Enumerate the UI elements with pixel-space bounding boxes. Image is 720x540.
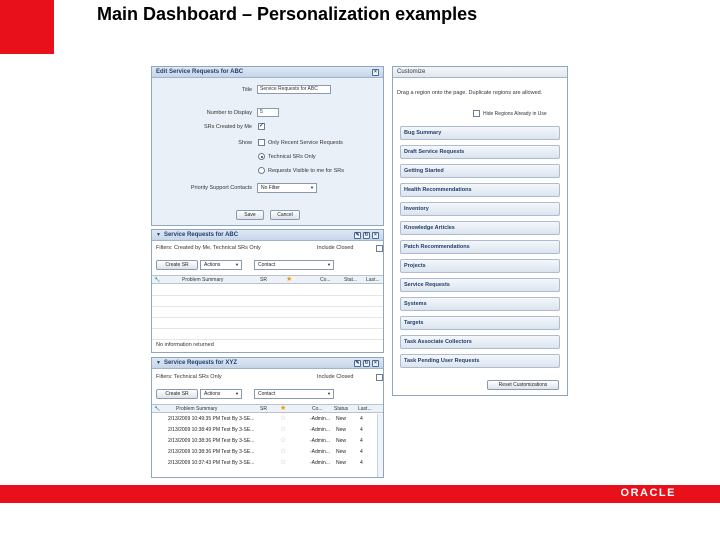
edit-icon[interactable]: ✎ xyxy=(355,231,360,238)
region-item[interactable]: Getting Started xyxy=(400,164,560,178)
col-status[interactable]: Status xyxy=(334,406,349,412)
star-icon: ★ xyxy=(286,276,293,283)
table-row[interactable] xyxy=(152,458,383,469)
tool-icon: 🔧 xyxy=(154,277,161,283)
include-closed-checkbox[interactable] xyxy=(376,374,383,381)
rows-field[interactable]: 5 xyxy=(257,108,279,117)
edit-service-requests-panel xyxy=(151,66,384,226)
row-problem-summary: 2/13/2009 10:49:35 PM Test By 3-SE... xyxy=(168,416,255,422)
cancel-button[interactable]: Cancel xyxy=(270,210,300,220)
star-icon[interactable]: ☆ xyxy=(280,426,287,433)
footer-bar xyxy=(0,485,720,503)
region-item[interactable]: Service Requests xyxy=(400,278,560,292)
col-last[interactable]: Last... xyxy=(358,406,372,412)
created-by-me-checkbox[interactable]: ✓ xyxy=(259,123,265,129)
region-item[interactable]: Inventory xyxy=(400,202,560,216)
region-item[interactable]: Knowledge Articles xyxy=(400,221,560,235)
star-icon[interactable]: ☆ xyxy=(280,415,287,422)
create-sr-button[interactable]: Create SR xyxy=(156,260,198,270)
technical-sr-radio[interactable] xyxy=(258,153,265,160)
star-icon[interactable]: ☆ xyxy=(280,437,287,444)
region-item[interactable]: Health Recommendations xyxy=(400,183,560,197)
region-item[interactable]: Task Associate Collectors xyxy=(400,335,560,349)
visible-sr-label: Requests Visible to me for SRs xyxy=(268,168,345,174)
region-item[interactable]: Systems xyxy=(400,297,560,311)
priority-support-label: Priority Support Contacts xyxy=(190,185,252,191)
collapse-icon[interactable]: ▼ xyxy=(156,232,161,238)
recent-sr-label: Only Recent Service Requests xyxy=(268,140,343,146)
hide-regions-checkbox[interactable] xyxy=(473,110,480,117)
col-problem-summary[interactable]: Problem Summary xyxy=(176,406,218,412)
no-information-message: No information returned xyxy=(156,342,214,348)
title-field-label: Title xyxy=(241,87,252,93)
row-last: 4 xyxy=(360,460,363,466)
sr-xyz-title: Service Requests for XYZ xyxy=(163,360,237,366)
row-status: New xyxy=(336,427,347,433)
row-problem-summary: 2/13/2009 10:37:43 PM Test By 3-SE... xyxy=(168,460,255,466)
actions-menu[interactable]: Actions ▼ xyxy=(200,389,242,399)
star-icon[interactable]: ☆ xyxy=(280,459,287,466)
row-last: 4 xyxy=(360,427,363,433)
include-closed-label: Include Closed xyxy=(317,374,354,380)
col-sr[interactable]: SR xyxy=(260,277,267,283)
col-contact[interactable]: Co... xyxy=(312,406,323,412)
col-contact[interactable]: Co... xyxy=(320,277,331,283)
service-requests-xyz-panel xyxy=(151,357,384,478)
vertical-scrollbar[interactable] xyxy=(377,414,383,477)
edit-icon[interactable]: ✎ xyxy=(355,359,360,366)
rows-field-label: Number to Display xyxy=(206,110,252,116)
row-contact: -Admin... xyxy=(310,460,331,466)
col-last[interactable]: Last... xyxy=(366,277,380,283)
row-last: 4 xyxy=(360,416,363,422)
row-contact: -Admin... xyxy=(310,416,331,422)
sr-abc-filters: Filters: Created by Me, Technical SRs Only xyxy=(156,245,261,251)
sr-abc-empty-grid xyxy=(152,285,383,340)
edit-panel-header xyxy=(152,67,383,78)
slide-title: Main Dashboard – Personalization examples xyxy=(97,4,478,24)
region-item[interactable]: Bug Summary xyxy=(400,126,560,140)
row-problem-summary: 2/13/2009 10:38:36 PM Test By 3-SE... xyxy=(168,438,255,444)
row-contact: -Admin... xyxy=(310,438,331,444)
close-icon[interactable]: × xyxy=(372,69,379,76)
show-label: Show xyxy=(238,140,252,146)
collapse-icon[interactable]: ▼ xyxy=(156,360,161,366)
row-problem-summary: 2/13/2009 10:38:36 PM Test By 3-SE... xyxy=(168,449,255,455)
row-status: New xyxy=(336,416,347,422)
oracle-logo: ORACLE xyxy=(620,487,676,499)
sr-xyz-header xyxy=(152,358,383,369)
sr-abc-title: Service Requests for ABC xyxy=(163,232,239,238)
table-row[interactable] xyxy=(152,436,383,447)
create-sr-button[interactable]: Create SR xyxy=(156,389,198,399)
include-closed-checkbox[interactable] xyxy=(376,245,383,252)
region-item[interactable]: Draft Service Requests xyxy=(400,145,560,159)
row-last: 4 xyxy=(360,449,363,455)
service-requests-abc-panel xyxy=(151,229,384,353)
sr-xyz-column-header xyxy=(152,404,383,413)
save-button[interactable]: Save xyxy=(236,210,264,220)
reset-customizations-button[interactable]: Reset Customizations xyxy=(487,380,559,390)
created-by-me-label: SRs Created by Me xyxy=(204,124,252,130)
hide-regions-label: Hide Regions Already in Use xyxy=(483,111,547,117)
star-icon: ★ xyxy=(280,405,287,412)
col-sr[interactable]: SR xyxy=(260,406,267,412)
customize-header xyxy=(393,67,567,78)
row-contact: -Admin... xyxy=(310,427,331,433)
row-status: New xyxy=(336,438,347,444)
customize-description: Drag a region onto the page. Duplicate regions are allowed. xyxy=(397,90,543,96)
row-status: New xyxy=(336,460,347,466)
refresh-icon[interactable]: ↻ xyxy=(364,359,369,366)
sr-abc-header xyxy=(152,230,383,241)
customize-title: Customize xyxy=(397,69,426,75)
row-contact: -Admin... xyxy=(310,449,331,455)
customize-panel xyxy=(392,66,568,396)
col-status[interactable]: Stat... xyxy=(344,277,358,283)
title-field[interactable]: Service Requests for ABC xyxy=(257,85,331,94)
refresh-icon[interactable]: ↻ xyxy=(364,231,369,238)
table-row[interactable] xyxy=(152,447,383,458)
include-closed-label: Include Closed xyxy=(317,245,354,251)
star-icon[interactable]: ☆ xyxy=(280,448,287,455)
contact-menu[interactable]: Contact ▼ xyxy=(254,389,334,399)
priority-support-select[interactable]: No Filter ▼ xyxy=(257,183,317,193)
sr-xyz-filters: Filters: Technical SRs Only xyxy=(156,374,222,380)
row-last: 4 xyxy=(360,438,363,444)
close-icon[interactable]: × xyxy=(372,360,379,367)
brand-red-block xyxy=(0,0,54,54)
table-row[interactable] xyxy=(152,414,383,425)
technical-sr-label: Technical SRs Only xyxy=(268,154,316,160)
table-row[interactable] xyxy=(152,425,383,436)
recent-sr-checkbox[interactable] xyxy=(258,139,265,146)
col-problem-summary[interactable]: Problem Summary xyxy=(182,277,224,283)
row-problem-summary: 2/13/2009 10:38:49 PM Test By 3-SE... xyxy=(168,427,255,433)
actions-menu[interactable]: Actions ▼ xyxy=(200,260,242,270)
visible-sr-radio[interactable] xyxy=(258,167,265,174)
row-status: New xyxy=(336,449,347,455)
tool-icon: 🔧 xyxy=(154,406,161,412)
sr-abc-column-header xyxy=(152,275,383,284)
contact-menu[interactable]: Contact ▼ xyxy=(254,260,334,270)
edit-panel-title: Edit Service Requests for ABC xyxy=(156,69,244,75)
region-item[interactable]: Projects xyxy=(400,259,560,273)
region-item[interactable]: Patch Recommendations xyxy=(400,240,560,254)
region-item[interactable]: Targets xyxy=(400,316,560,330)
region-item[interactable]: Task Pending User Requests xyxy=(400,354,560,368)
close-icon[interactable]: × xyxy=(372,232,379,239)
